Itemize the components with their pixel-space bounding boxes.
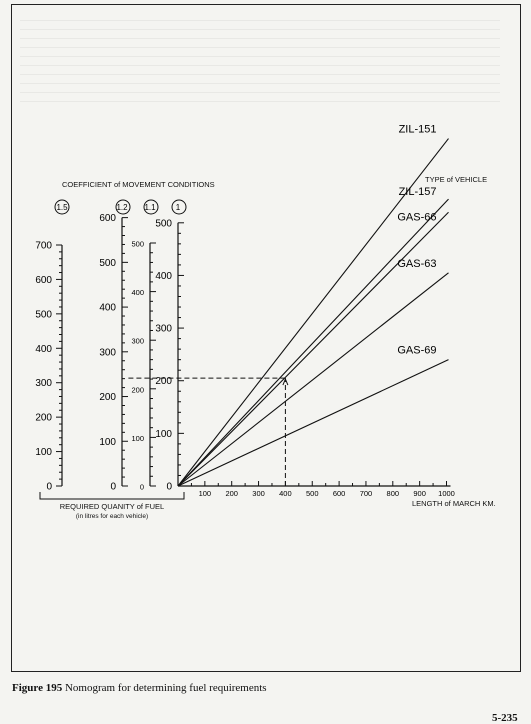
march-length-axis xyxy=(178,481,455,498)
scale-tick-label: 600 xyxy=(99,213,116,225)
vehicle-type-title: TYPE of VEHICLE xyxy=(425,175,488,184)
scale-tick-label: 400 xyxy=(131,288,144,298)
scale-tick-label: 0 xyxy=(46,481,52,493)
x-tick-label: 800 xyxy=(386,489,400,498)
figure-caption xyxy=(12,682,267,694)
scale-tick-label: 600 xyxy=(35,274,52,286)
scale-tick-label: 700 xyxy=(35,240,52,252)
scale-tick-label: 200 xyxy=(35,412,52,424)
vehicle-lines xyxy=(175,123,449,486)
fuel-scales xyxy=(35,200,186,493)
vehicle-line-ZIL-157 xyxy=(175,199,449,486)
scale-tick-label: 500 xyxy=(155,218,172,230)
x-tick-label: 1000 xyxy=(438,489,455,498)
x-tick-label: 600 xyxy=(332,489,346,498)
coef-label-1.1: 1.1 xyxy=(144,203,156,212)
coefficient-title: COEFFICIENT of MOVEMENT CONDITIONS xyxy=(62,180,215,189)
scale-tick-label: 300 xyxy=(35,378,52,390)
example-arrow xyxy=(283,379,288,385)
scale-tick-label: 100 xyxy=(131,433,144,443)
scale-tick-label: 400 xyxy=(35,343,52,355)
x-tick-label: 900 xyxy=(413,489,426,498)
vehicle-line-GAS-69 xyxy=(178,360,449,486)
x-axis-label: LENGTH of MARCH KM. xyxy=(412,499,496,508)
x-tick-label: 300 xyxy=(252,489,265,498)
x-tick-label: 100 xyxy=(198,489,212,498)
scale-tick-label: 0 xyxy=(110,481,116,493)
vehicle-line-GAS-63 xyxy=(178,273,449,486)
x-tick-label: 500 xyxy=(305,489,319,498)
scale-tick-label: 0 xyxy=(166,481,172,493)
figure-caption-text: Nomogram for determining fuel requirements xyxy=(62,682,267,694)
scale-tick-label: 100 xyxy=(155,428,172,440)
scales-brace xyxy=(40,492,184,499)
coef-label-1: 1 xyxy=(175,203,181,212)
coef-label-1.2: 1.2 xyxy=(116,203,128,212)
scale-tick-label: 500 xyxy=(35,309,52,321)
scale-tick-label: 200 xyxy=(131,385,144,395)
fuel-label-line1: REQUIRED QUANITY of FUEL xyxy=(59,502,165,511)
scale-tick-label: 500 xyxy=(131,239,144,249)
scale-tick-label: 300 xyxy=(99,347,116,359)
vehicle-label-GAS-63: GAS-63 xyxy=(397,257,437,270)
scale-tick-label: 100 xyxy=(99,436,116,448)
x-tick-label: 200 xyxy=(225,489,238,498)
vehicle-label-ZIL-151: ZIL-151 xyxy=(398,123,437,136)
page-number: 5-235 xyxy=(492,712,518,724)
figure-number: Figure 195 xyxy=(12,682,63,694)
scale-tick-label: 500 xyxy=(99,257,116,269)
scale-tick-label: 100 xyxy=(35,447,52,459)
coef-label-1.5: 1.5 xyxy=(56,203,68,212)
scale-tick-label: 200 xyxy=(99,392,116,404)
scale-tick-label: 300 xyxy=(131,336,144,346)
scale-tick-label: 300 xyxy=(155,323,172,335)
vehicle-label-GAS-66: GAS-66 xyxy=(397,211,437,224)
vehicle-label-GAS-69: GAS-69 xyxy=(397,344,437,357)
x-tick-label: 400 xyxy=(279,489,292,498)
scale-tick-label: 400 xyxy=(155,270,172,282)
scale-tick-label: 400 xyxy=(99,302,116,314)
scale-tick-label: 200 xyxy=(155,376,172,388)
x-tick-label: 700 xyxy=(359,489,373,498)
scale-tick-label: 0 xyxy=(139,482,144,492)
vehicle-label-ZIL-157: ZIL-157 xyxy=(398,186,437,199)
fuel-label-line2: (in litres for each vehicle) xyxy=(75,513,149,520)
